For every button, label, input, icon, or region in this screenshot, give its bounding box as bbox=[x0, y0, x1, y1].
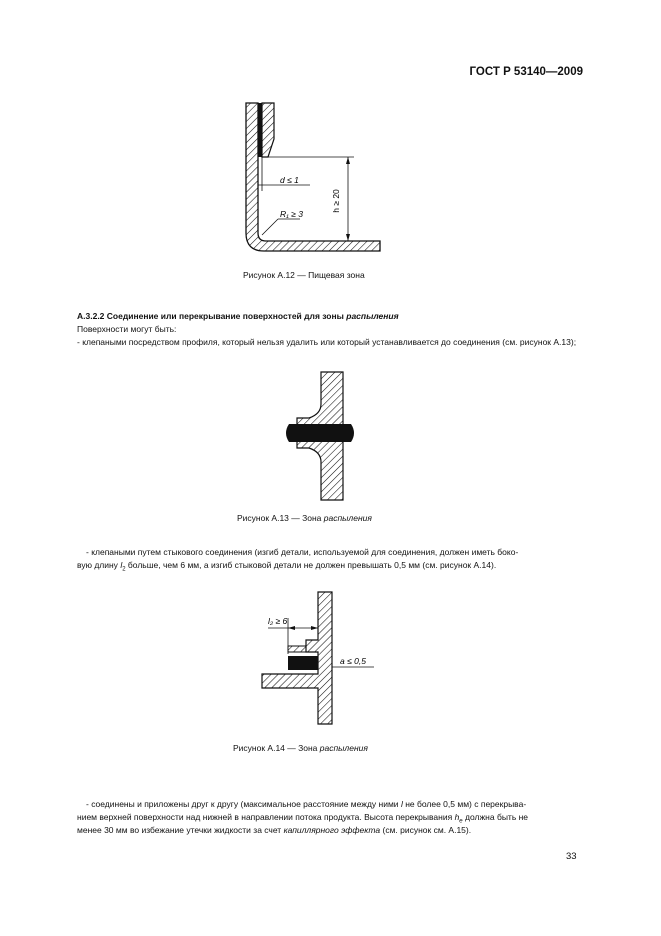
section-title-italic: распыления bbox=[346, 311, 399, 321]
p3-line3-a: менее 30 мм во избежание утечки жидкости за счет bbox=[77, 825, 282, 835]
section-title: Соединение или перекрывание поверхностей для зоны bbox=[106, 311, 344, 321]
label-d: d ≤ 1 bbox=[280, 175, 299, 185]
figure-a12-caption: Рисунок А.12 — Пищевая зона bbox=[243, 270, 365, 280]
standard-header: ГОСТ Р 53140—2009 bbox=[469, 66, 583, 78]
p2-line2-sub: 2 bbox=[122, 566, 126, 573]
p2-line2-b: больше, чем 6 мм, а изгиб стыковой детали не должен превышать 0,5 мм (см. рисунок А.14). bbox=[127, 560, 497, 570]
p2-line2-var: l bbox=[120, 560, 123, 570]
paragraph-2-line2 bbox=[77, 558, 496, 577]
figure-a14-caption-italic: распыления bbox=[319, 743, 368, 753]
p3-line3-italic: капиллярного эффекта bbox=[283, 825, 381, 835]
paragraph-3-line1 bbox=[86, 797, 526, 811]
paragraph-2-line1: - клепаными путем стыкового соединения (изгиб детали, используемой для соединения, должен иметь боко- bbox=[86, 547, 519, 557]
section-intro: Поверхности могут быть: bbox=[77, 324, 177, 334]
p3-line2-var: h bbox=[454, 812, 460, 822]
figure-a14-caption-text: Рисунок А.14 — Зона bbox=[233, 743, 318, 753]
figure-a14-caption bbox=[233, 743, 368, 753]
section-item1: - клепаными посредством профиля, который нельзя удалить или который устанавливается до соединения (см. рисунок А.13); bbox=[77, 337, 577, 347]
figure-a13-drawing bbox=[275, 368, 365, 503]
label-h: h ≥ 20 bbox=[331, 189, 341, 213]
figure-a13-caption-text: Рисунок А.13 — Зона bbox=[237, 513, 322, 523]
section-number: А.3.2.2 bbox=[77, 311, 105, 321]
label-a: a ≤ 0,5 bbox=[340, 656, 366, 666]
figure-a14-drawing bbox=[258, 588, 378, 728]
figure-a13-caption-italic: распыления bbox=[323, 513, 372, 523]
p3-line1-b: не более 0,5 мм) с перекрыва- bbox=[405, 799, 527, 809]
label-l2: l₂ ≥ 6 bbox=[268, 616, 288, 626]
paragraph-3-line3 bbox=[77, 823, 471, 837]
p3-line2-sub: e bbox=[459, 818, 463, 825]
figure-a13-caption bbox=[237, 513, 372, 523]
p3-line1-var: l bbox=[400, 799, 403, 809]
p3-line2-a: нием верхней поверхности над нижней в направлении потока продукта. Высота перекрывания bbox=[77, 812, 453, 822]
figure-a12-drawing bbox=[230, 95, 390, 265]
label-r: R₁ ≥ 3 bbox=[280, 209, 303, 219]
p3-line3-b: (см. рисунок см. А.15). bbox=[382, 825, 472, 835]
section-heading bbox=[77, 309, 399, 323]
p3-line2-b: должна быть не bbox=[465, 812, 529, 822]
page-number: 33 bbox=[566, 851, 577, 862]
p3-line1-a: - соединены и приложены друг к другу (максимальное расстояние между ними bbox=[86, 799, 399, 809]
p2-line2-a: вую длину bbox=[77, 560, 118, 570]
